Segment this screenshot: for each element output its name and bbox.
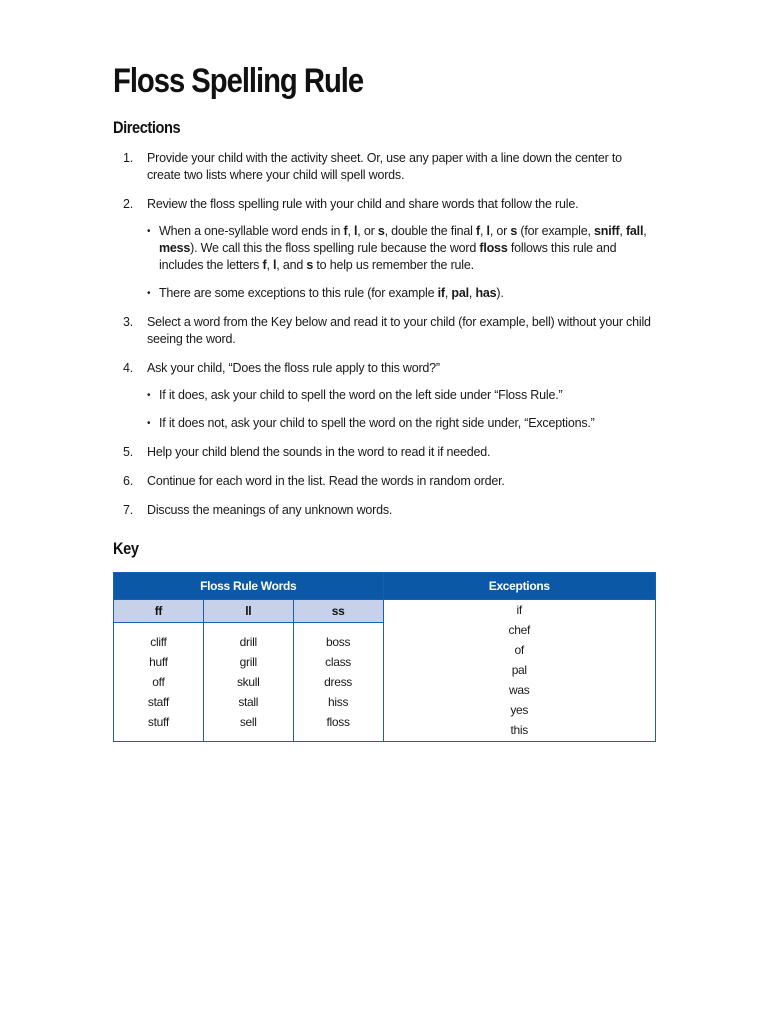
bullet-text: follows this rule and includes the letters (159, 241, 617, 272)
exceptions-bullet (147, 285, 658, 302)
floss-rule-words-header: Floss Rule Words (114, 573, 384, 600)
step-text: Ask your child, “Does the floss rule apply to this word?” (147, 361, 440, 375)
bullet-text: ). (496, 286, 504, 300)
page-title: Floss Spelling Rule (113, 62, 364, 100)
bullet-text: There are some exceptions to this rule (for example (159, 286, 438, 300)
directions-heading: Directions (113, 118, 181, 137)
floss-word: floss (479, 241, 508, 255)
step-number: 3. (123, 315, 134, 329)
letter-s: s (306, 258, 314, 272)
exception-word: pal (511, 663, 527, 677)
ff-word: huff (149, 655, 168, 669)
key-heading: Key (113, 539, 139, 558)
bullet-item: • If it does not, ask your child to spell the word on the right side under, “Exceptions.” (147, 415, 658, 432)
example-word: fall (625, 224, 644, 238)
ff-word: staff (147, 695, 169, 709)
step-text: Provide your child with the activity sheet. Or, use any paper with a line down the center to create two lists where your child will spell words. (147, 151, 622, 182)
ff-words-column (114, 623, 204, 742)
punct: , and (276, 258, 307, 272)
step-1 (113, 150, 658, 184)
step-5 (113, 444, 658, 461)
step-4 (113, 360, 658, 432)
ff-word: cliff (150, 635, 167, 649)
step-number: 7. (123, 503, 134, 517)
ff-word: off (152, 675, 165, 689)
bullet-text: , double the final (384, 224, 477, 238)
ll-words-column (203, 623, 293, 742)
ll-word: grill (239, 655, 257, 669)
letter-l: l (354, 224, 358, 238)
exceptions-column (383, 600, 656, 742)
ll-column-header: ll (203, 600, 293, 623)
example-word: mess (159, 241, 191, 255)
letter-f: f (262, 258, 267, 272)
step-text: Continue for each word in the list. Read the words in random order. (147, 474, 505, 488)
ss-words-column (293, 623, 383, 742)
step-number: 5. (123, 445, 134, 459)
ll-word: sell (239, 715, 257, 729)
step-6 (113, 473, 658, 490)
step-text: Help your child blend the sounds in the word to read it if needed. (147, 445, 491, 459)
exception-word: yes (510, 703, 529, 717)
bullet-text: to help us remember the rule. (313, 258, 474, 272)
ll-word: skull (236, 675, 260, 689)
letter-l: l (486, 224, 490, 238)
bullet-text: ). We call this the floss spelling rule because the word (190, 241, 480, 255)
step-2 (113, 196, 658, 302)
step-text: Select a word from the Key below and read it to your child (for example, bell) without your child seeing the word. (147, 315, 651, 346)
step-2-bullets (147, 223, 658, 302)
example-word: if (437, 286, 445, 300)
step-number: 6. (123, 474, 134, 488)
ll-word: drill (239, 635, 257, 649)
ff-column-header: ff (114, 600, 204, 623)
ss-word: hiss (328, 695, 349, 709)
letter-s: s (510, 224, 518, 238)
ss-word: boss (326, 635, 351, 649)
bullet-item: • If it does, ask your child to spell the word on the left side under “Floss Rule.” (147, 387, 658, 404)
step-number: 2. (123, 197, 134, 211)
punct: , (468, 286, 476, 300)
step-number: 4. (123, 361, 134, 375)
exception-word: this (510, 723, 528, 737)
exceptions-header: Exceptions (383, 573, 656, 600)
letter-f: f (343, 224, 348, 238)
exception-word: of (514, 643, 524, 657)
bullet-text: (for example, (517, 224, 595, 238)
letter-l: l (273, 258, 277, 272)
ff-word: stuff (147, 715, 169, 729)
punct: , or (489, 224, 511, 238)
punct: , (444, 286, 452, 300)
example-word: has (475, 286, 497, 300)
step-3 (113, 314, 658, 348)
ss-word: floss (326, 715, 350, 729)
bullet-text: When a one-syllable word ends in (159, 224, 344, 238)
ss-word: class (325, 655, 351, 669)
key-table (113, 572, 656, 742)
example-word: pal (451, 286, 469, 300)
exception-word: was (509, 683, 530, 697)
step-number: 1. (123, 151, 134, 165)
exception-word: if (516, 603, 522, 617)
rule-bullet (147, 223, 658, 274)
punct: , (643, 224, 647, 238)
letter-s: s (377, 224, 385, 238)
punct: , or (357, 224, 378, 238)
directions-list (113, 150, 658, 531)
example-word: sniff (594, 224, 620, 238)
ll-word: stall (238, 695, 259, 709)
step-text: Discuss the meanings of any unknown words. (147, 503, 393, 517)
step-text: Review the floss spelling rule with your child and share words that follow the rule. (147, 197, 579, 211)
ss-column-header: ss (293, 600, 383, 623)
punct: , (479, 224, 487, 238)
punct: , (266, 258, 274, 272)
punct: , (347, 224, 354, 238)
ss-word: dress (324, 675, 352, 689)
letter-f: f (476, 224, 480, 238)
step-7 (113, 502, 658, 519)
punct: , (619, 224, 626, 238)
step-4-bullets (147, 387, 658, 432)
exception-word: chef (508, 623, 530, 637)
